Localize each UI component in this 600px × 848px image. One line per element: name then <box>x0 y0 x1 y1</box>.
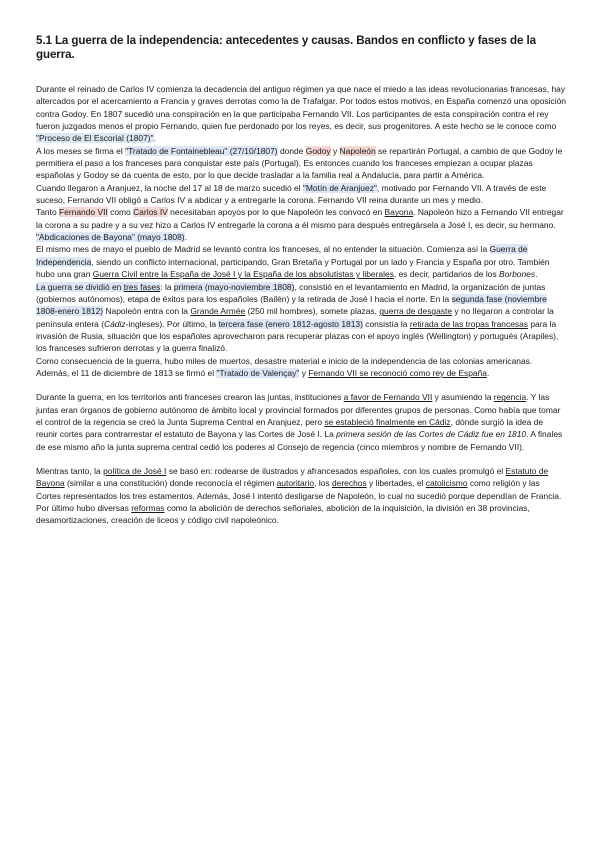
text-run: , motivado por Fernando VII. A través de este suceso, Fernando VII obligó a Carlos IV a abdicar y a entregarle la corona. Fernando VII reina durante un mes y medio. <box>36 182 547 206</box>
text-run: , siendo un conflicto internacional, participando, Gran Bretaña y Portugal por un lado y Francia y España por otro. También hubo una gran <box>36 256 550 280</box>
highlighted-term: primera (mayo-noviembre 1808) <box>173 281 295 292</box>
paragraph-p9 <box>36 465 566 527</box>
text-run: para la invasión de Rusia, situación que los españoles aprovecharon para recuperar plazas con el apoyo inglés (Wellington) y portugués (Arapiles), los franceses sufrieron derrotas y la guerra finalizó. <box>36 318 559 354</box>
text-run: , consistió en el levantamiento en Madrid, la organización de juntas (gobiernos autónomos), etapa de éxitos para los españoles (Bailén) y la retirada de José I hacia el norte. En la <box>36 281 546 304</box>
italic-term: primera sesión de las Cortes de Cádiz fue en 1810 <box>336 429 527 440</box>
text-run: consistía la <box>362 318 410 329</box>
text-run: . Napoleón hizo a Fernando VII entregar la corona a su padre y a su vez hizo a Carlos IV entregarle la corona a él mismo para después entregársela a José I, es decir, su hermano. <box>36 207 564 230</box>
highlighted-term: "Abdicaciones de Bayona" (mayo 1808) <box>36 232 185 243</box>
text-run: como la abolición de derechos señoriales, abolición de la inquisición, la división en 38 provincias, desamortizaciones, creación de liceos y código civil napoleónico. <box>36 503 530 526</box>
text-run: como <box>107 207 134 218</box>
highlighted-term: "Tratado de Fontainebleau" (27/10/1807) <box>125 145 278 156</box>
text-run: : la <box>160 281 174 292</box>
underlined-term: Bayona <box>384 207 414 218</box>
text-run: . <box>184 232 187 243</box>
text-run: , dónde surgió la idea de reunir cortes para contrarrestar el estatuto de Bayona y las Cortes de José I. La <box>36 416 544 440</box>
paragraph-p8 <box>36 391 566 453</box>
highlighted-term: "Motín de Aranjuez" <box>302 182 377 193</box>
text-run: (similar a una constitución) donde reconocía el régimen <box>64 478 277 489</box>
text-run: . A finales de ese mismo año la junta suprema central cedió los poderes al Consejo de regencia (cinco miembros y nombre de Fernando VII). <box>36 429 563 452</box>
text-run: (250 mil hombres), somete plazas, <box>245 306 380 317</box>
underlined-term: Grande Armée <box>190 306 246 317</box>
paragraph-p6 <box>36 281 566 355</box>
highlighted-term: Carlos IV <box>133 207 168 218</box>
text-run: como religión y las Cortes representados los tres estamentos. Además, José I intentó desligarse de Napoleón, lo cual no sucedió porque dependían de Francia. Por último hubo diversas <box>36 478 562 513</box>
highlighted-term: "Proceso de El Escorial (1807)" <box>36 133 154 144</box>
text-run: Durante el reinado de Carlos IV comienza la decadencia del antiguo régimen ya que nace el miedo a las ideas revolucionarias francesas, hay altercados por el acercamiento a Francia y graves derrotas como la de Trafalgar. Por todos estos motivos, en España comenzó una oposición contra Godoy. En 1807 sucedió una conspiración en la que participaba Fernando VII. Los participantes de esta conspiración contra el rey fueron juzgados menos el propio Fernando, quien fue perdonado por los reyes, es decir, sus progenitores. A este hecho se le conoce como <box>36 84 566 132</box>
text-run: Tanto <box>36 207 59 218</box>
paragraph-gap <box>36 453 566 465</box>
highlighted-term: Godoy <box>305 145 331 156</box>
highlighted-term: La guerra se dividió en <box>36 281 124 292</box>
text-run: donde <box>277 145 306 156</box>
text-run: y <box>330 145 340 156</box>
text-run: . <box>153 133 156 144</box>
highlighted-term: tres fases <box>123 281 161 292</box>
text-run: -ingleses). Por último, la <box>125 318 219 329</box>
underlined-term: política de José I <box>103 465 167 476</box>
underlined-term: Fernando VII se reconoció como rey de España <box>308 367 487 378</box>
underlined-term: derechos <box>331 478 367 489</box>
page-title: 5.1 La guerra de la independencia: antecedentes y causas. Bandos en conflicto y fases de la guerra. <box>36 34 536 61</box>
highlighted-term: tercera fase (enero 1812-agosto 1813) <box>218 318 363 329</box>
text-run: , los <box>314 478 332 489</box>
paragraph-p5 <box>36 243 566 280</box>
text-run: , es decir, partidarios de los <box>393 269 499 280</box>
underlined-term: Estatuto de Bayona <box>36 465 549 489</box>
highlighted-term: Guerra de Independencia <box>36 244 528 267</box>
text-run: y <box>299 367 309 378</box>
underlined-term: se estableció finalmente en Cádiz <box>324 416 451 427</box>
highlighted-term: Napoleón <box>339 145 376 156</box>
italic-term: Borbones <box>498 269 536 280</box>
text-run: y no llegaron a controlar la península entera ( <box>36 306 554 329</box>
underlined-term: a favor de Fernando VII <box>343 392 433 403</box>
text-run: A los meses se firma el <box>36 145 126 156</box>
text-run: . <box>535 269 538 280</box>
underlined-term: reformas <box>131 503 165 513</box>
text-run: necesitaban apoyos por lo que Napoleón les convocó en <box>167 207 385 218</box>
text-run: Cuando llegaron a Aranjuez, la noche del 17 al 18 de marzo sucedió el <box>36 182 303 193</box>
underlined-term: catolicismo <box>425 478 468 489</box>
highlighted-term: segunda fase (noviembre 1808-enero 1812) <box>36 293 547 317</box>
underlined-term: guerra de desgaste <box>379 306 453 317</box>
text-run: y libertades, el <box>366 478 426 489</box>
text-run: El mismo mes de mayo el pueblo de Madrid se levantó contra los franceses, al no entender la situación. Comienza así la <box>36 244 490 255</box>
text-run: Durante la guerra, en los territorios anti franceses crearon las juntas, instituciones <box>36 392 344 403</box>
paragraph-p3 <box>36 182 566 207</box>
paragraph-p4 <box>36 206 566 243</box>
paragraph-p2 <box>36 145 566 182</box>
paragraph-p1 <box>36 83 566 145</box>
text-run: se repartirán Portugal, a cambio de que Godoy le permitiera el paso a los franceses para conquistar este país (Portugal). Es entonces cuando los franceses empiezan a ocupar plazas españolas y Godoy se da cuenta de esto, por lo que decide trasladar a la familia real a Andalucía, para partir a América. <box>36 145 563 181</box>
underlined-term: autoritario <box>276 478 315 489</box>
underlined-term: retirada de las tropas francesas <box>409 318 529 329</box>
text-run: . Y las juntas eran órganos de gobierno autónomo de ámbito local y provincial formados por diferentes grupos de personas. Como había que tomar el control de la regencia se creó la Junta Suprema Central en Aranjuez, pero <box>36 392 561 427</box>
underlined-term: regencia <box>493 392 527 403</box>
highlighted-term: Fernando VII <box>58 207 108 218</box>
underlined-term: Guerra Civil entre la España de José I y la España de los absolutistas y liberales <box>92 269 394 280</box>
text-run: Napoleón entra con la <box>103 306 191 317</box>
text-run: Mientras tanto, la <box>36 465 104 476</box>
text-run: se basó en: rodearse de ilustrados y afrancesados españoles, con los cuales promulgó el <box>166 465 506 476</box>
highlighted-term: "Tratado de Valençay" <box>216 367 300 378</box>
text-run: . <box>486 367 490 378</box>
italic-term: Cádiz <box>104 318 126 329</box>
text-run: y asumiendo la <box>432 392 494 403</box>
text-run: Como consecuencia de la guerra, hubo miles de muertos, desastre material e inicio de la independencia de las colonias americanas. Además, el 11 de diciembre de 1813 se firmó el <box>36 355 533 378</box>
paragraph-p7 <box>36 355 566 380</box>
document-body <box>36 83 566 527</box>
paragraph-gap <box>36 379 566 391</box>
